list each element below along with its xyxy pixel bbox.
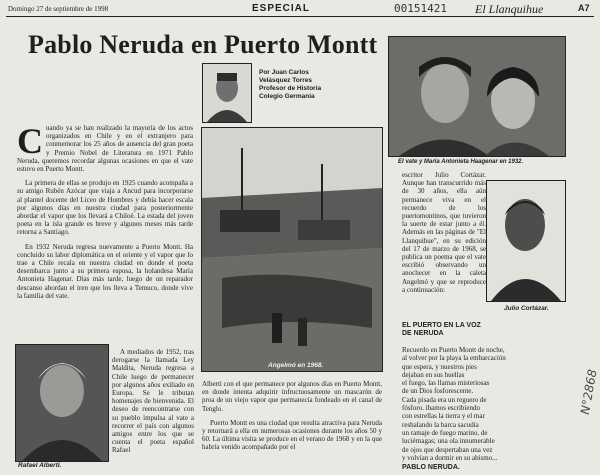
section-label: ESPECIAL	[252, 3, 311, 14]
article-title: Pablo Neruda en Puerto Montt	[28, 30, 378, 59]
poem-line: de un Dios fosforescente.	[402, 387, 474, 396]
author-portrait-icon	[203, 64, 251, 122]
masthead-rule	[6, 16, 594, 17]
poem-line: un ramaje de fuego marino, de	[402, 428, 488, 437]
poem-line: de ojos que despertaban una vez	[402, 445, 493, 454]
cortazar-caption: Julio Cortázar.	[504, 305, 549, 312]
paragraph: uando ya se han realizado la mayoría de los actos organizados en Chile y en el extranjero para conmemorar los 25 años de ausencia del gran poeta y Premio Nobel de Literatura en 1971 Pablo Neruda, queremos recordar algunas ocasiones en que el vate estuvo en Puerto Montt.	[17, 124, 193, 174]
issue-date: Domingo 27 de septiembre de 1998	[8, 5, 109, 13]
alberti-photo	[15, 344, 109, 462]
paragraph: Puerto Montt es una ciudad que resulta atractiva para Neruda y retornará a ella en numerosas ocasiones durante los años 50 y 60. La última visita se produce en el verano de 1968 y en la que habría venido acompañado por el	[202, 418, 382, 452]
paragraph: escritor Julio Cortázar. Aunque han transcurrido más de 30 años, ella aún permanece viva en el recuerdo de los puertomontinos, que tuvieron la suerte de estar junto a él. Además en las páginas de "El Llanquihue", en su edición del 17 de marzo de 1968, se publica un poema que el vate escribió observando un anochecer en la caleta Angelmó y que se reproduce a continuación:	[402, 171, 486, 294]
column-1	[17, 124, 193, 342]
poem-line: que espera, y nuestros pies	[402, 362, 477, 371]
poem-signature: PABLO NERUDA.	[402, 464, 460, 471]
column-2	[202, 380, 382, 474]
newspaper-name: El Llanquihue	[475, 2, 544, 16]
poem-line: y volvían a dormir en su abismo...	[402, 453, 498, 462]
poem-line: dejaban en sus huellas	[402, 370, 465, 379]
byline-line: Profesor de Historia	[259, 85, 322, 92]
paragraph: Alberti con el que permanece por algunos días en Puerto Montt, en donde intenta adquirir infructuosamente un mascarón de proa de un viejo vapor que permanecía fondeado en el canal de Tenglo.	[202, 380, 382, 413]
paragraph: La primera de ellas se produjo en 1925 cuando acompaña a su amigo Rubén Azócar que viaja a Ancud para incorporarse al plantel docente del Liceo de Hombres y debía hacer escala por algunos días en nuestra ciudad para posteriormente abordar el vapor que los llevará a Chiloé. La estada del joven poeta en la isla grande es breve y algunos meses más tarde retorna a Santiago.	[17, 179, 193, 237]
couple-portrait-icon	[389, 37, 565, 156]
harbor-scene-icon	[202, 128, 382, 371]
byline-line: Colegio Germania	[259, 93, 315, 100]
poem-line: el fuego, las llamas misteriosas	[402, 379, 490, 388]
alberti-portrait-icon	[16, 345, 108, 461]
byline-line: Velásquez Torres	[259, 77, 312, 84]
byline-line: Por Juan Carlos	[259, 69, 309, 76]
poem-line: con estrellas la tierra y el mar	[402, 412, 485, 421]
column-1-continued	[112, 348, 194, 474]
paragraph: A mediados de 1952, tras derogarse la llamada Ley Maldita, Neruda regresa a Chile luego de permanecer por algunos años exiliado en Europa. Se le tributan homenajes de bienvenida. El deseo de reencontrarse con su pueblo impulsa al vate a recorrer el país con algunos amigos entre los que se cuenta el poeta español Rafael	[112, 348, 194, 455]
couple-caption: El vate y María Antonieta Haagenar en 1932.	[398, 159, 524, 165]
poem	[402, 346, 562, 462]
poem-line: Cada pisada era un reguero de	[402, 395, 487, 404]
poem-line: resbalando la barca sacudía	[402, 420, 479, 429]
drop-cap: C	[17, 124, 43, 161]
byline	[259, 69, 389, 101]
poem-line: al volver por la playa la embarcación	[402, 354, 506, 363]
cortazar-photo	[486, 180, 566, 302]
archive-stamp: 00151421	[394, 2, 447, 15]
cortazar-portrait-icon	[487, 181, 565, 301]
page-number: A7	[578, 3, 590, 13]
poem-line: Recuerdo en Puerto Montt de noche,	[402, 346, 505, 354]
poem-line: fósforo. íbamos escribiendo	[402, 404, 480, 413]
column-3-top	[402, 171, 486, 317]
author-photo	[202, 63, 252, 123]
handwritten-note: N°2868	[577, 368, 600, 416]
paragraph: En 1932 Neruda regresa nuevamente a Puerto Montt. Ha concluido su labor diplomática en el oriente y el vapor que lo trae a Chile recala en nuestra ciudad en donde el poeta desembarca junto a su primera esposa, la holandesa María Antonieta Hagenar. Días más tarde, luego de un reparador descanso abordan el tren que los lleva a Temuco, donde vive la familia del vate.	[17, 242, 193, 300]
angelmo-photo	[201, 127, 383, 372]
poem-heading: EL PUERTO EN LA VOZ DE NERUDA	[402, 322, 481, 337]
alberti-caption: Rafael Alberti.	[18, 462, 62, 469]
neruda-couple-photo	[388, 36, 566, 157]
angelmo-caption: Angelmó en 1968.	[268, 362, 324, 369]
poem-line: luciérnagas; una ola innumerable	[402, 437, 495, 446]
